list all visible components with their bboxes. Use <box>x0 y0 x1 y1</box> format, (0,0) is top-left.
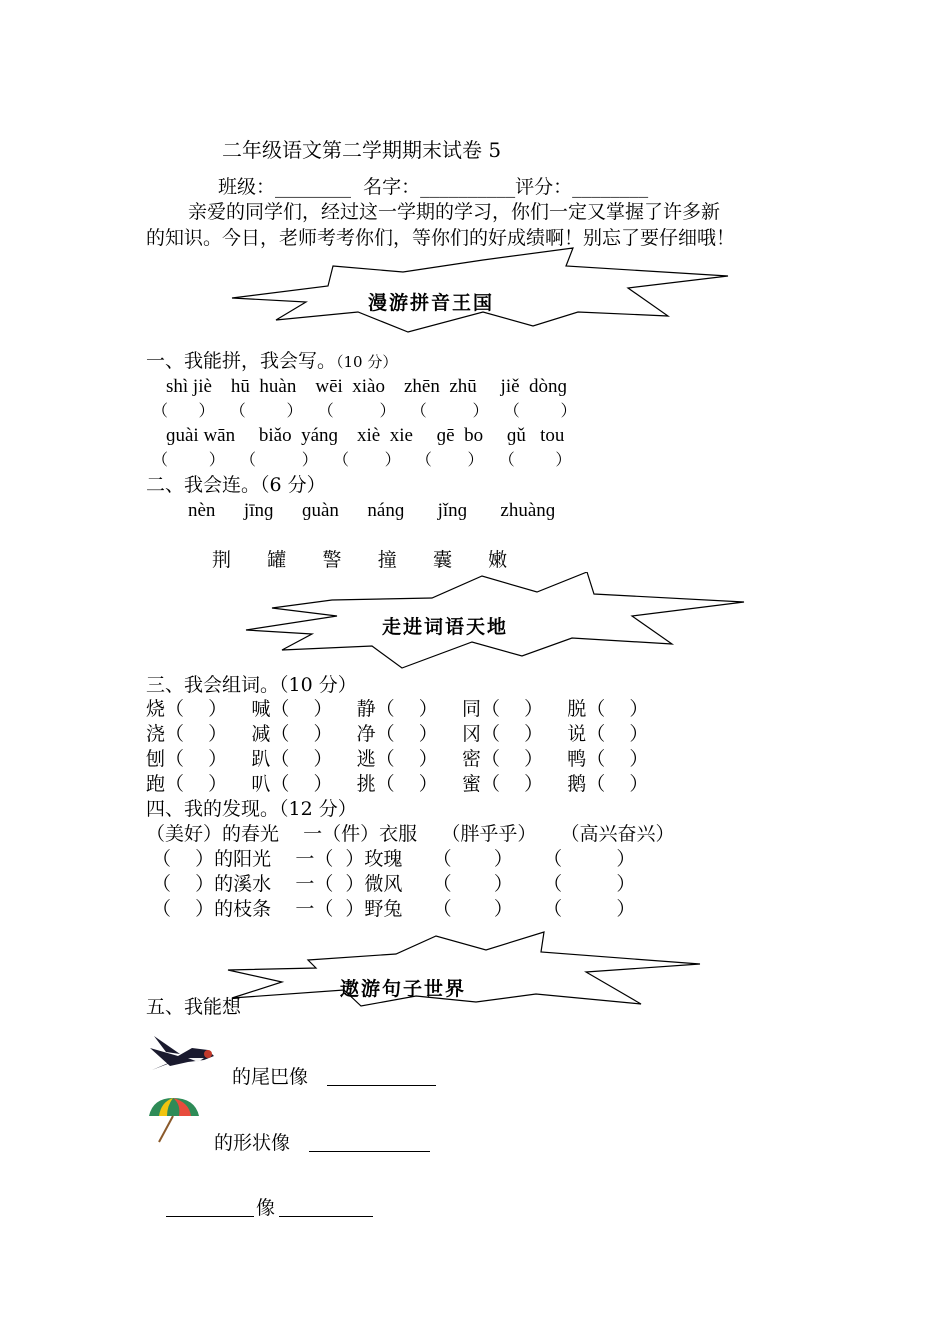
swallow-icon <box>148 1034 218 1074</box>
student-info-line: 班级：________ 名字：__________评分：________ <box>218 176 649 198</box>
section-title-words: 走进词语天地 <box>382 616 509 638</box>
page-title: 二年级语文第二学期期末试卷 5 <box>222 138 502 162</box>
umbrella-icon <box>145 1094 201 1146</box>
section-title-sentences: 遨游句子世界 <box>340 978 467 1000</box>
q3-row: 烧（ ） 喊（ ） 静（ ） 同（ ） 脱（ ） <box>146 698 649 720</box>
q3-row: 刨（ ） 趴（ ） 逃（ ） 密（ ） 鸭（ ） <box>146 748 649 770</box>
q1-heading: 一、我能拼，我会写。（10 分） <box>146 350 398 372</box>
q5-line-2-label: 的形状像 <box>214 1132 291 1154</box>
answer-blank[interactable] <box>279 1216 373 1217</box>
q2-heading: 二、我会连。（6 分） <box>146 474 326 496</box>
q3-row: 浇（ ） 减（ ） 净（ ） 冈（ ） 说（ ） <box>146 723 649 745</box>
q2-pinyin-row: nèn jīnɡ ɡuàn nánɡ jǐnɡ zhuànɡ <box>188 500 556 521</box>
q1-pinyin-row-2: ɡuài wān biǎo yánɡ xiè xie ɡē bo ɡǔ tou <box>166 425 565 446</box>
q5-line-3-label: 像 <box>256 1197 276 1219</box>
q4-row: （ ）的枝条 一（ ）野兔 （ ） （ ） <box>152 898 636 920</box>
q5-line-1-label: 的尾巴像 <box>232 1066 309 1088</box>
q4-row: （ ）的阳光 一（ ）玫瑰 （ ） （ ） <box>152 848 636 870</box>
q4-heading: 四、我的发现。（12 分） <box>146 798 357 820</box>
q1-pinyin-row-1: shì jiè hū huàn wēi xiào zhēn zhū jiě dònɡ <box>166 376 568 397</box>
answer-blank[interactable] <box>309 1151 430 1152</box>
intro-line-1: 亲爱的同学们，经过这一学期的学习，你们一定又掌握了许多新 <box>188 201 721 223</box>
answer-blank[interactable] <box>166 1216 254 1217</box>
q1-blank-row-2: （ ） （ ） （ ） （ ） （ ） <box>152 450 572 469</box>
q5-heading: 五、我能想 <box>146 996 242 1018</box>
q4-row: （美好）的春光 一（件）衣服 （胖乎乎） （高兴奋兴） <box>146 823 675 845</box>
section-title-pinyin: 漫游拼音王国 <box>368 292 495 314</box>
intro-line-2: 的知识。今日，老师考考你们，等你们的好成绩啊！别忘了要仔细哦！ <box>146 227 736 249</box>
answer-blank[interactable] <box>327 1085 436 1086</box>
q1-blank-row-1: （ ） （ ） （ ） （ ） （ ） <box>152 401 577 420</box>
q2-chars-row: 荆 罐 警 撞 囊 嫩 <box>212 549 508 571</box>
q4-row: （ ）的溪水 一（ ）微风 （ ） （ ） <box>152 873 636 895</box>
q3-heading: 三、我会组词。（10 分） <box>146 674 357 696</box>
q3-row: 跑（ ） 叭（ ） 挑（ ） 蜜（ ） 鹅（ ） <box>146 773 649 795</box>
